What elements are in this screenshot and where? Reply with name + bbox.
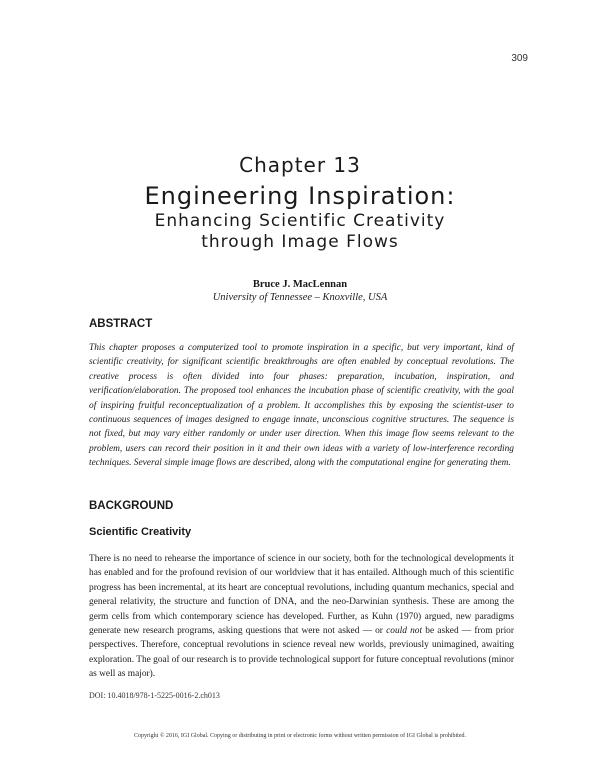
author-affiliation: University of Tennessee – Knoxville, USA [212,292,388,303]
subtitle-line-1: Enhancing Scientific Creativity [154,211,446,231]
chapter-subtitle [0,211,600,253]
subsection-heading: Scientific Creativity [89,526,192,538]
author-name: Bruce J. MacLennan [252,279,348,290]
body-text-part-2: be asked — from prior perspectives. Therefore, conceptual revolutions in science reveal new worlds, previously unimagined, awaiting exploration. The goal of our research is to provide technological support for future conceptual revolutions (minor as well as major). [89,626,514,680]
subtitle-line-2: through Image Flows [201,232,399,252]
body-text-emphasis: could not [386,626,423,637]
chapter-title: Engineering Inspiration: [144,182,456,210]
body-text-part-1: There is no need to rehearse the importance of science in our society, both for the technological developments it has enabled and for the profound revision of our worldview that it has entailed. Although much of this scientific progress has been incremental, at its heart are conceptual revolutions, including quantum mechanics, special and general relativity, the structure and function of DNA, and the neo-Darwinian synthesis. These are among the germ cells from which contemporary science has developed. Further, as Kuhn (1970) argued, new paradigms generate new research programs, asking questions that were not asked — or [89,554,514,637]
body-paragraph [89,552,514,682]
abstract-text: This chapter proposes a computerized tool to promote inspiration in a specific, but very important, kind of scientific creativity, for significant scientific breakthroughs are often enabled by conceptual revolutions. The creative process is often divided into four phases: preparation, incubation, inspiration, and verification/elaboration. The proposed tool enhances the incubation phase of scientific creativity, with the goal of inspiring fruitful reconceptualization of a problem. It accomplishes this by exposing the scientist-user to continuous sequences of images designed to engage innate, unconscious cognitive structures. The sequence is not fixed, but may vary either randomly or under user direction. When this image flow seems relevant to the problem, users can record their position in it and their own ideas with a variety of low-interference recording techniques. Several simple image flows are described, along with the computational engine for generating them. [89,343,514,469]
chapter-label: Chapter 13 [239,153,361,177]
abstract-heading: ABSTRACT [89,318,153,330]
background-heading: BACKGROUND [89,500,174,512]
page-number: 309 [511,53,528,64]
copyright-notice: Copyright © 2016, IGI Global. Copying or distributing in print or electronic forms without written permission of IGI Global is prohibited. [133,733,466,739]
doi-line: DOI: 10.4018/978-1-5225-0016-2.ch013 [89,691,220,700]
